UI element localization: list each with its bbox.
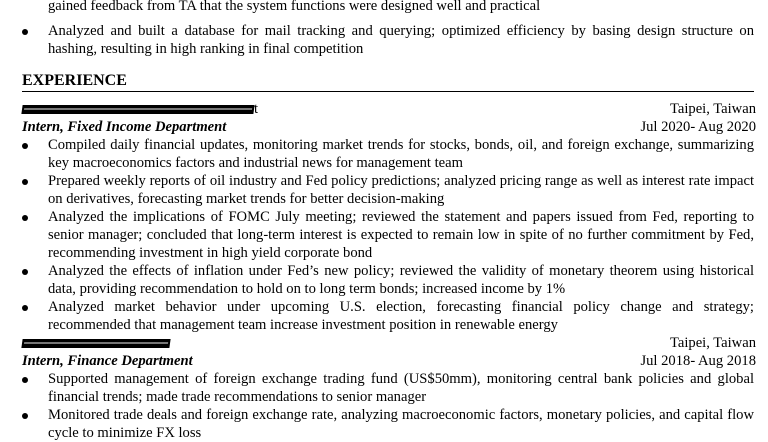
list-item bbox=[0, 172, 768, 208]
project-bullets bbox=[0, 0, 768, 58]
list-item bbox=[0, 406, 768, 442]
job-dates: Jul 2020- Aug 2020 bbox=[640, 119, 756, 135]
bullet-text: Analyzed the implications of FOMC July meeting; reviewed the statement and papers issued from Fed, reporting to senior manager; concluded that long-term interest is expected to remain low in spite of no further commitment by Fed, recommending investment in high yield corporate bond bbox=[48, 209, 754, 261]
bullet-text: Monitored trade deals and foreign exchange rate, analyzing macroeconomic factors, monetary policies, and capital flow cycle to minimize FX loss bbox=[48, 407, 754, 441]
redaction-mark bbox=[21, 339, 170, 348]
list-item bbox=[0, 262, 768, 298]
section-divider bbox=[22, 91, 754, 92]
project-bullet-list bbox=[0, 22, 768, 58]
bullet-icon bbox=[22, 29, 28, 35]
bullet-icon bbox=[22, 305, 28, 311]
job-bullet-list-2 bbox=[0, 370, 768, 442]
bullet-text: Supported management of foreign exchange trading fund (US$50mm), monitoring central bank policies and global financial trends; made trade recommendations to senior manager bbox=[48, 371, 754, 405]
clipped-line bbox=[48, 0, 748, 15]
bullet-text: Analyzed the effects of inflation under Fed’s new policy; reviewed the validity of monetary theorem using historical data, providing recommendation to hold on to long term bonds; increased income by 1% bbox=[48, 263, 754, 297]
bullet-icon bbox=[22, 179, 28, 185]
bullet-text: Compiled daily financial updates, monitoring market trends for stocks, bonds, oil, and foreign exchange, summarizing key macroeconomics factors and industrial news for management team bbox=[48, 137, 754, 171]
job-role: Intern, Finance Department bbox=[22, 353, 193, 369]
list-item bbox=[0, 22, 768, 58]
job-role: Intern, Fixed Income Department bbox=[22, 119, 227, 135]
bullet-icon bbox=[22, 413, 28, 419]
org-name-tail: t bbox=[254, 101, 259, 117]
job-location: Taipei, Taiwan bbox=[669, 101, 756, 117]
job-role-row-2 bbox=[22, 352, 756, 370]
list-item bbox=[0, 136, 768, 172]
job-bullet-list-1 bbox=[0, 136, 768, 334]
redaction-mark bbox=[21, 105, 254, 114]
bullet-text: Prepared weekly reports of oil industry and Fed policy predictions; analyzed pricing range as well as interest rate impact on derivatives, forecasting market trends for better decision-making bbox=[48, 173, 754, 207]
bullet-text: Analyzed and built a database for mail tracking and querying; optimized efficiency by basing design structure on hashing, resulting in high ranking in final competition bbox=[48, 23, 754, 57]
bullet-text: Analyzed market behavior under upcoming U.S. election, forecasting financial policy change and strategy; recommended that management team increase investment position in renewable energy bbox=[48, 299, 754, 333]
job-header-1 bbox=[22, 100, 756, 118]
job-header-2 bbox=[22, 334, 756, 352]
organization-name bbox=[22, 334, 170, 352]
bullet-icon bbox=[22, 269, 28, 275]
list-item bbox=[0, 370, 768, 406]
bullet-icon bbox=[22, 377, 28, 383]
job-role-row-1 bbox=[22, 118, 756, 136]
list-item bbox=[0, 208, 768, 262]
partial-line-text: gained feedback from TA that the system functions were designed well and practical bbox=[48, 0, 541, 14]
organization-name bbox=[22, 100, 258, 118]
list-item bbox=[0, 298, 768, 334]
bullet-icon bbox=[22, 143, 28, 149]
job-location: Taipei, Taiwan bbox=[669, 335, 756, 351]
job-dates: Jul 2018- Aug 2018 bbox=[640, 353, 756, 369]
bullet-icon bbox=[22, 215, 28, 221]
section-title: EXPERIENCE bbox=[22, 72, 127, 89]
